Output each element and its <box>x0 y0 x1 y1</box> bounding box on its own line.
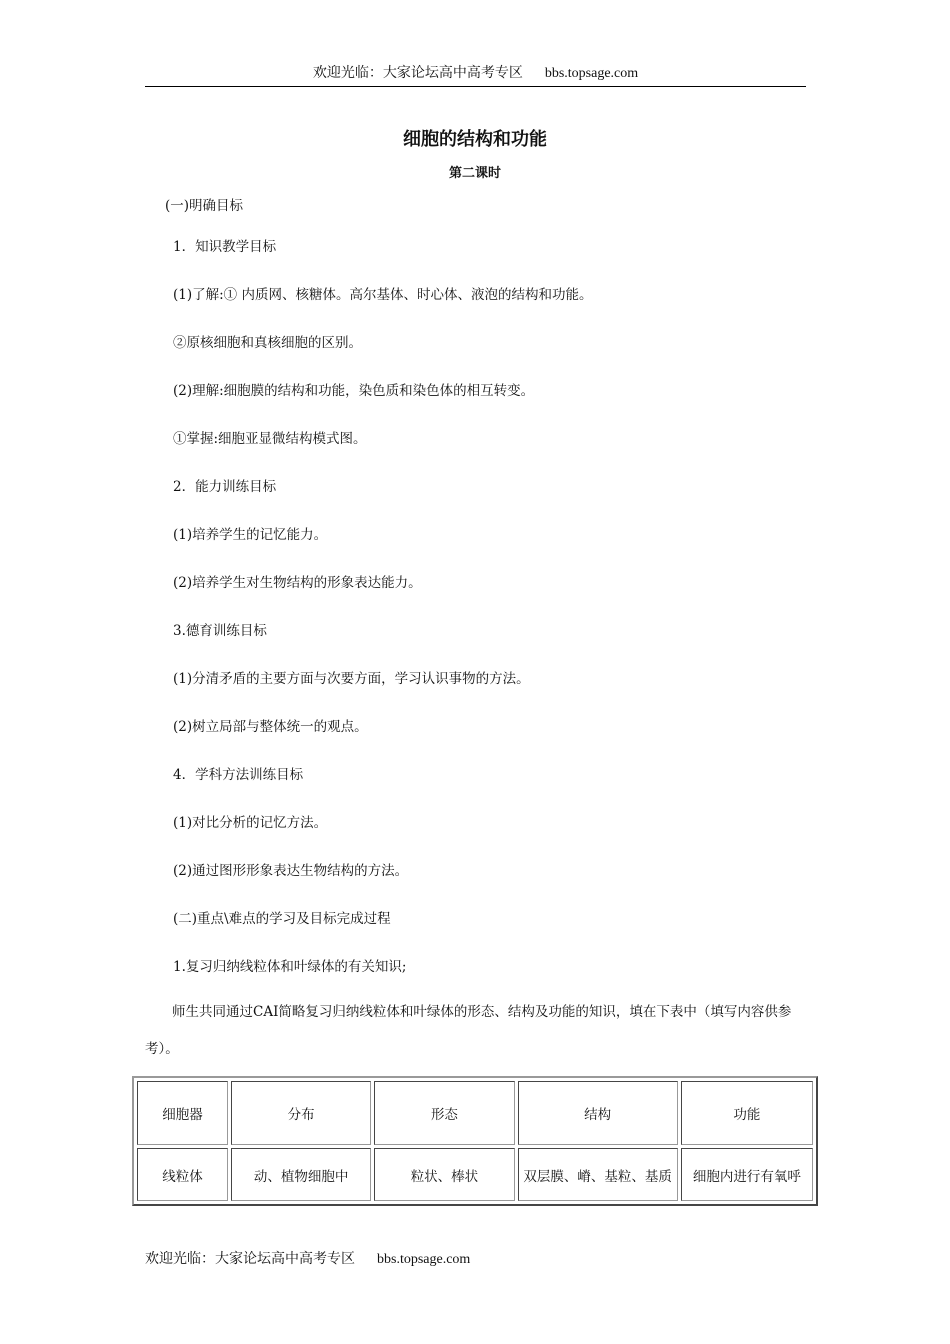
document-subtitle: 第二课时 <box>448 166 501 181</box>
goal-item: (1)分清矛盾的主要方面与次要方面，学习认识事物的方法。 <box>173 671 530 687</box>
page-header <box>145 62 806 87</box>
goal-item: (1)对比分析的记忆方法。 <box>173 815 328 831</box>
document-title: 细胞的结构和功能 <box>403 129 547 150</box>
instruction-text: 师生共同通过CAI简略复习归纳线粒体和叶绿体的形态、结构及功能的知识，填在下表中（填写内容供参考）。 <box>145 1004 792 1057</box>
section-heading-goals: (一)明确目标 <box>165 198 244 214</box>
goal-item: (2)通过图形形象表达生物结构的方法。 <box>173 863 409 879</box>
table-cell: 粒状、棒状 <box>374 1148 514 1201</box>
subsection-ability-goals: 2．能力训练目标 <box>173 479 277 495</box>
table-cell: 双层膜、嵴、基粒、基质 <box>518 1148 678 1201</box>
page-footer <box>145 1248 470 1268</box>
goal-item: (2)理解:细胞膜的结构和功能，染色质和染色体的相互转变。 <box>173 383 535 399</box>
footer-site[interactable]: bbs.topsage.com <box>377 1252 471 1267</box>
subsection-moral-goals: 3.德育训练目标 <box>173 623 267 639</box>
footer-welcome: 欢迎光临：大家论坛高中高考专区 <box>145 1251 355 1267</box>
subsection-knowledge-goals: 1．知识教学目标 <box>173 239 277 255</box>
table-cell: 细胞内进行有氧呼 <box>681 1148 813 1201</box>
goal-item: (1)了解:① 内质网、核糖体。高尔基体、时心体、液泡的结构和功能。 <box>173 287 593 303</box>
goal-item: (2)树立局部与整体统一的观点。 <box>173 719 368 735</box>
header-welcome: 欢迎光临：大家论坛高中高考专区 <box>312 65 523 81</box>
table-row <box>137 1148 813 1201</box>
organelle-table <box>132 1076 818 1206</box>
table-cell: 线粒体 <box>137 1148 228 1201</box>
table-header-cell: 分布 <box>231 1081 371 1145</box>
section-heading-process: (二)重点\难点的学习及目标完成过程 <box>173 911 391 927</box>
table-cell: 动、植物细胞中 <box>231 1148 371 1201</box>
goal-item: ②原核细胞和真核细胞的区别。 <box>173 335 362 351</box>
header-site[interactable]: bbs.topsage.com <box>544 66 639 81</box>
goal-item: (1)培养学生的记忆能力。 <box>173 527 328 543</box>
subsection-method-goals: 4．学科方法训练目标 <box>173 767 304 783</box>
table-header-cell: 形态 <box>374 1081 514 1145</box>
table-header-cell: 功能 <box>681 1081 813 1145</box>
table-header-cell: 结构 <box>518 1081 678 1145</box>
table-header-cell: 细胞器 <box>137 1081 228 1145</box>
process-step: 1.复习归纳线粒体和叶绿体的有关知识; <box>173 959 407 975</box>
goal-item: (2)培养学生对生物结构的形象表达能力。 <box>173 575 422 591</box>
goal-item: ①掌握:细胞亚显微结构模式图。 <box>173 431 367 447</box>
table-header-row <box>137 1081 813 1145</box>
instruction-paragraph <box>145 994 810 1068</box>
